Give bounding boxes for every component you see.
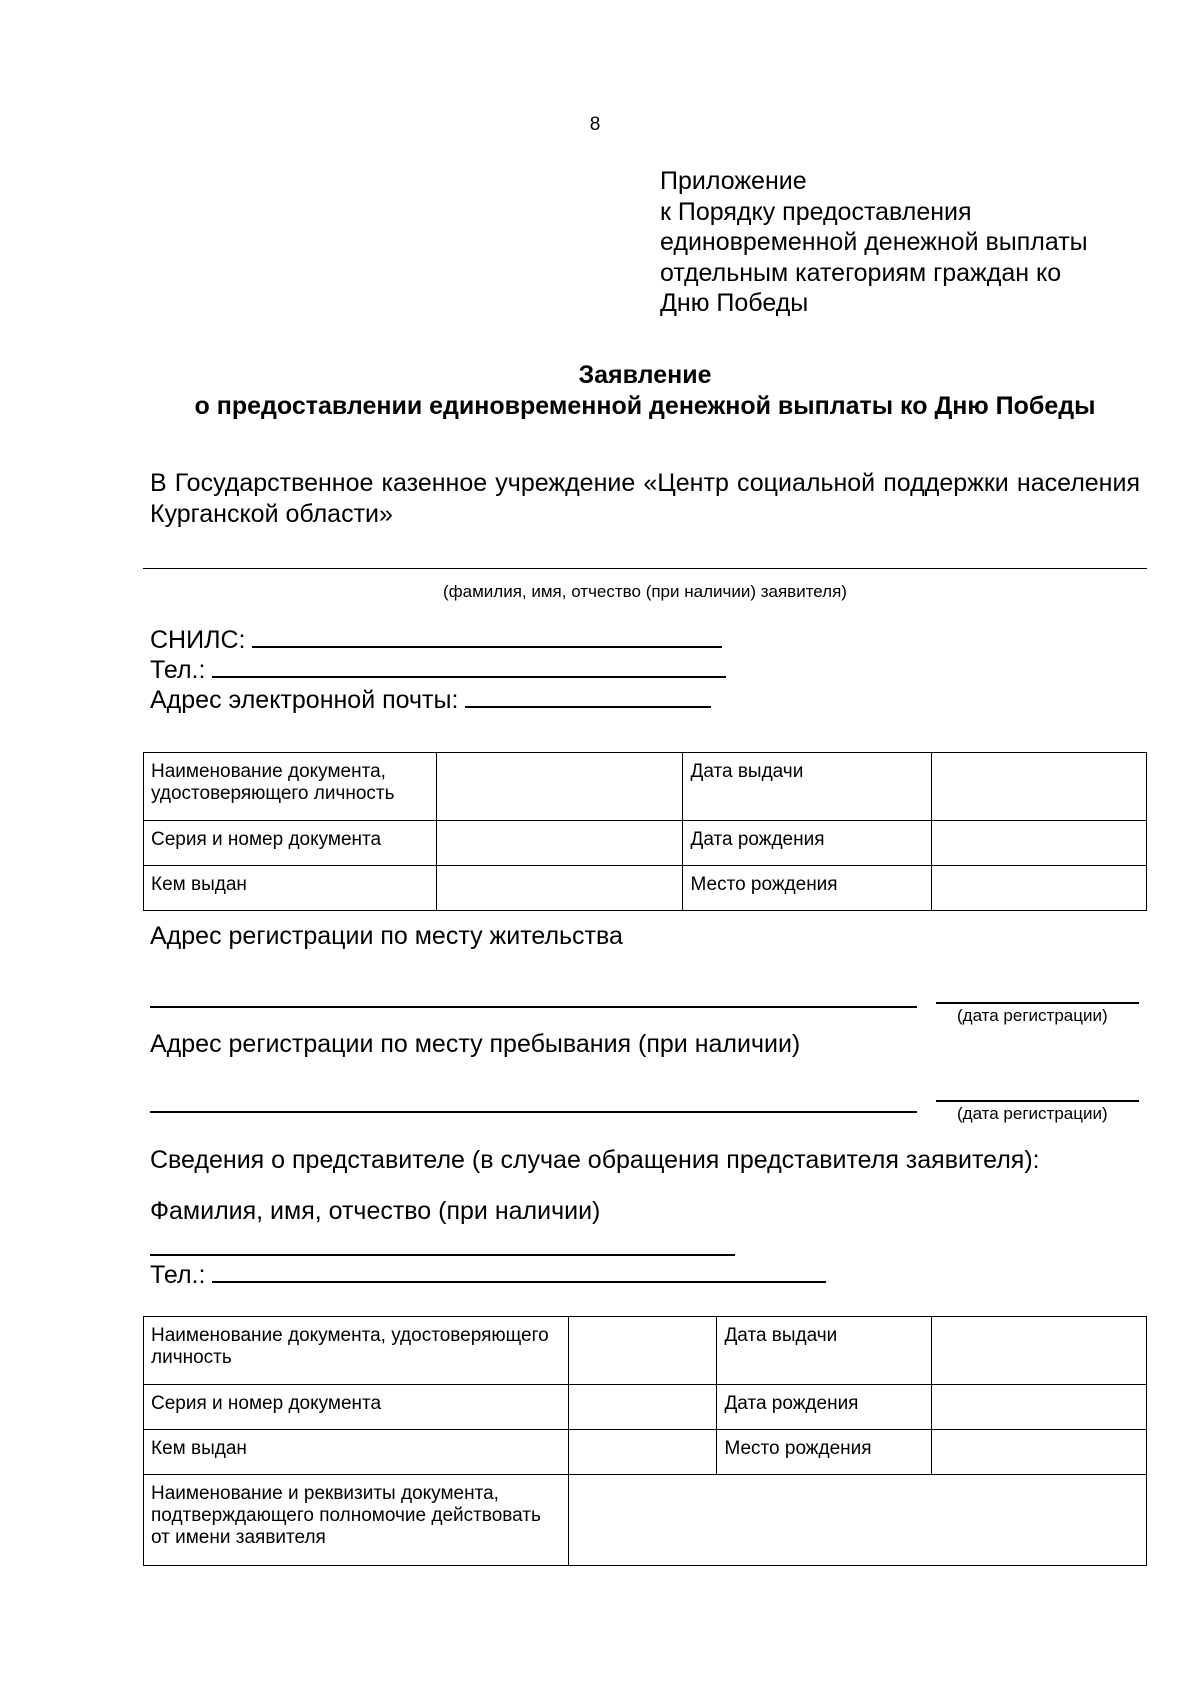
- table-row: [144, 1430, 1147, 1475]
- phone-field[interactable]: [212, 652, 726, 678]
- email-field[interactable]: [465, 682, 711, 708]
- table-label-cell: Наименование документа, удостоверяющего личность: [144, 753, 437, 821]
- email-label: Адрес электронной почты:: [150, 686, 459, 714]
- table-input-cell[interactable]: [568, 1430, 717, 1475]
- stay-address-label: Адрес регистрации по месту пребывания (при наличии): [150, 1030, 801, 1058]
- table-label-cell: Серия и номер документа: [144, 1385, 569, 1430]
- table-label-cell: Место рождения: [717, 1430, 932, 1475]
- phone-row: [150, 652, 726, 685]
- table-input-cell[interactable]: [436, 821, 683, 866]
- table-label-cell: Дата выдачи: [717, 1317, 932, 1385]
- table-input-cell[interactable]: [568, 1317, 717, 1385]
- authority-document-cell[interactable]: [568, 1475, 1146, 1566]
- appendix-note: [660, 166, 1088, 319]
- table-row: [144, 866, 1147, 911]
- table-row: [144, 753, 1147, 821]
- snils-label: СНИЛС:: [150, 626, 246, 654]
- residence-address-label: Адрес регистрации по месту жительства: [150, 922, 623, 950]
- stay-address-line[interactable]: [150, 1111, 917, 1113]
- representative-phone-field[interactable]: [212, 1257, 826, 1283]
- table-input-cell[interactable]: [436, 753, 683, 821]
- addressee: В Государственное казенное учреждение «Центр социальной поддержки населения Курганской области»: [150, 469, 1140, 528]
- table-row: [144, 1385, 1147, 1430]
- table-input-cell[interactable]: [932, 821, 1147, 866]
- table-input-cell[interactable]: [932, 1317, 1147, 1385]
- table-label-cell: Место рождения: [683, 866, 932, 911]
- appendix-line: Дню Победы: [660, 289, 809, 317]
- residence-date-line[interactable]: [936, 1002, 1139, 1004]
- table-row: [144, 1317, 1147, 1385]
- representative-name-label: Фамилия, имя, отчество (при наличии): [150, 1197, 601, 1225]
- representative-phone-label: Тел.:: [150, 1261, 206, 1289]
- table-label-cell: Кем выдан: [144, 1430, 569, 1475]
- table-input-cell[interactable]: [932, 866, 1147, 911]
- table-label-cell: Кем выдан: [144, 866, 437, 911]
- table-label-cell: Наименование документа, удостоверяющего личность: [144, 1317, 569, 1385]
- table-label-cell: Дата выдачи: [683, 753, 932, 821]
- snils-row: [150, 622, 722, 655]
- representative-name-line[interactable]: [150, 1254, 735, 1256]
- residence-address-line[interactable]: [150, 1006, 917, 1008]
- appendix-line: Приложение: [660, 167, 807, 195]
- phone-label: Тел.:: [150, 656, 206, 684]
- table-input-cell[interactable]: [932, 1385, 1147, 1430]
- table-label-cell: Дата рождения: [683, 821, 932, 866]
- table-input-cell[interactable]: [932, 1430, 1147, 1475]
- email-row: [150, 682, 711, 715]
- applicant-id-table: [143, 752, 1147, 911]
- table-label-cell: Дата рождения: [717, 1385, 932, 1430]
- representative-phone-row: [150, 1257, 826, 1290]
- table-input-cell[interactable]: [436, 866, 683, 911]
- appendix-line: отдельным категориям граждан ко: [660, 258, 1062, 287]
- document-title: [0, 360, 1200, 422]
- applicant-name-line[interactable]: [143, 568, 1147, 569]
- appendix-line: единовременной денежной выплаты: [660, 228, 1088, 256]
- applicant-name-caption: (фамилия, имя, отчество (при наличии) заявителя): [443, 582, 847, 601]
- appendix-line: к Порядку предоставления: [660, 197, 972, 226]
- snils-field[interactable]: [252, 622, 722, 648]
- table-input-cell[interactable]: [932, 753, 1147, 821]
- title-line-1: Заявление: [578, 361, 712, 389]
- table-row: [144, 1475, 1147, 1566]
- representative-id-table: [143, 1316, 1147, 1566]
- representative-heading: Сведения о представителе (в случае обращения представителя заявителя):: [150, 1146, 1040, 1174]
- table-label-cell: Серия и номер документа: [144, 821, 437, 866]
- stay-date-line[interactable]: [936, 1100, 1139, 1102]
- table-label-cell: Наименование и реквизиты документа, подтверждающего полномочие действовать от имени заявителя: [144, 1475, 569, 1566]
- title-line-2: о предоставлении единовременной денежной выплаты ко Дню Победы: [194, 392, 1096, 420]
- stay-date-caption: (дата регистрации): [957, 1104, 1108, 1123]
- residence-date-caption: (дата регистрации): [957, 1006, 1108, 1025]
- table-row: [144, 821, 1147, 866]
- page-number: 8: [589, 114, 601, 135]
- table-input-cell[interactable]: [568, 1385, 717, 1430]
